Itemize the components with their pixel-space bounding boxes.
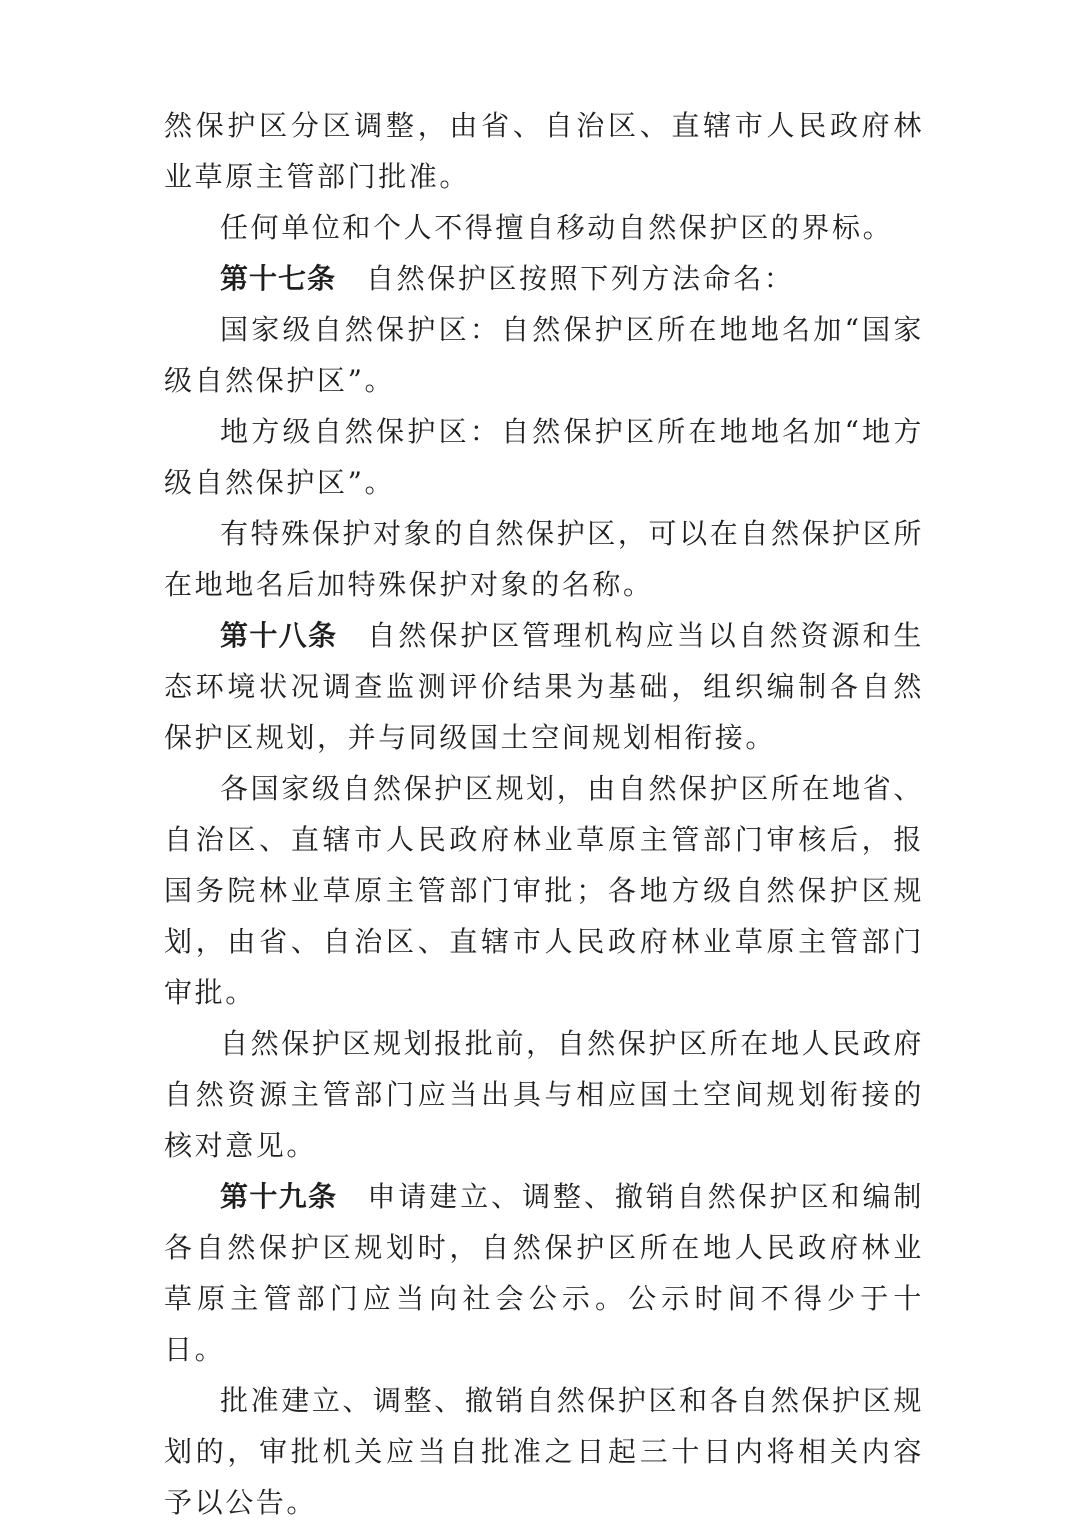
article-paragraph	[164, 610, 924, 763]
paragraph-text: 自然保护区按照下列方法命名：	[366, 262, 795, 295]
paragraph-text: 有特殊保护对象的自然保护区，可以在自然保护区所在地地名后加特殊保护对象的名称。	[164, 517, 924, 601]
article-paragraph	[164, 1171, 924, 1375]
paragraph-text: 地方级自然保护区：自然保护区所在地地名加“地方级自然保护区”。	[164, 415, 924, 499]
paragraph-text: 然保护区分区调整，由省、自治区、直辖市人民政府林业草原主管部门批准。	[164, 109, 924, 193]
paragraph-text: 各国家级自然保护区规划，由自然保护区所在地省、自治区、直辖市人民政府林业草原主管部门审核后，报国务院林业草原主管部门审批；各地方级自然保护区规划，由省、自治区、直辖市人民政府林业草原主管部门审批。	[164, 772, 924, 1009]
article-paragraph	[164, 253, 924, 304]
paragraph	[164, 406, 924, 508]
paragraph	[164, 1018, 924, 1171]
paragraph-text: 任何单位和个人不得擅自移动自然保护区的界标。	[220, 211, 894, 244]
article-number: 第十九条	[220, 1180, 338, 1213]
paragraph-text: 自然保护区管理机构应当以自然资源和生态环境状况调查监测评价结果为基础，组织编制各自然保护区规划，并与同级国土空间规划相衔接。	[164, 619, 924, 754]
paragraph-text: 自然保护区规划报批前，自然保护区所在地人民政府自然资源主管部门应当出具与相应国土空间规划衔接的核对意见。	[164, 1027, 924, 1162]
paragraph-text: 申请建立、调整、撤销自然保护区和编制各自然保护区规划时，自然保护区所在地人民政府林业草原主管部门应当向社会公示。公示时间不得少于十日。	[164, 1180, 924, 1366]
article-number: 第十八条	[220, 619, 338, 652]
paragraph	[164, 304, 924, 406]
paragraph	[164, 763, 924, 1018]
paragraph	[164, 202, 924, 253]
paragraph	[164, 1375, 924, 1528]
paragraph-text: 国家级自然保护区：自然保护区所在地地名加“国家级自然保护区”。	[164, 313, 924, 397]
paragraph	[164, 508, 924, 610]
article-number: 第十七条	[220, 262, 337, 295]
paragraph-text: 批准建立、调整、撤销自然保护区和各自然保护区规划的，审批机关应当自批准之日起三十日内将相关内容予以公告。	[164, 1384, 924, 1519]
paragraph	[164, 100, 924, 202]
regulation-text	[164, 100, 924, 1528]
